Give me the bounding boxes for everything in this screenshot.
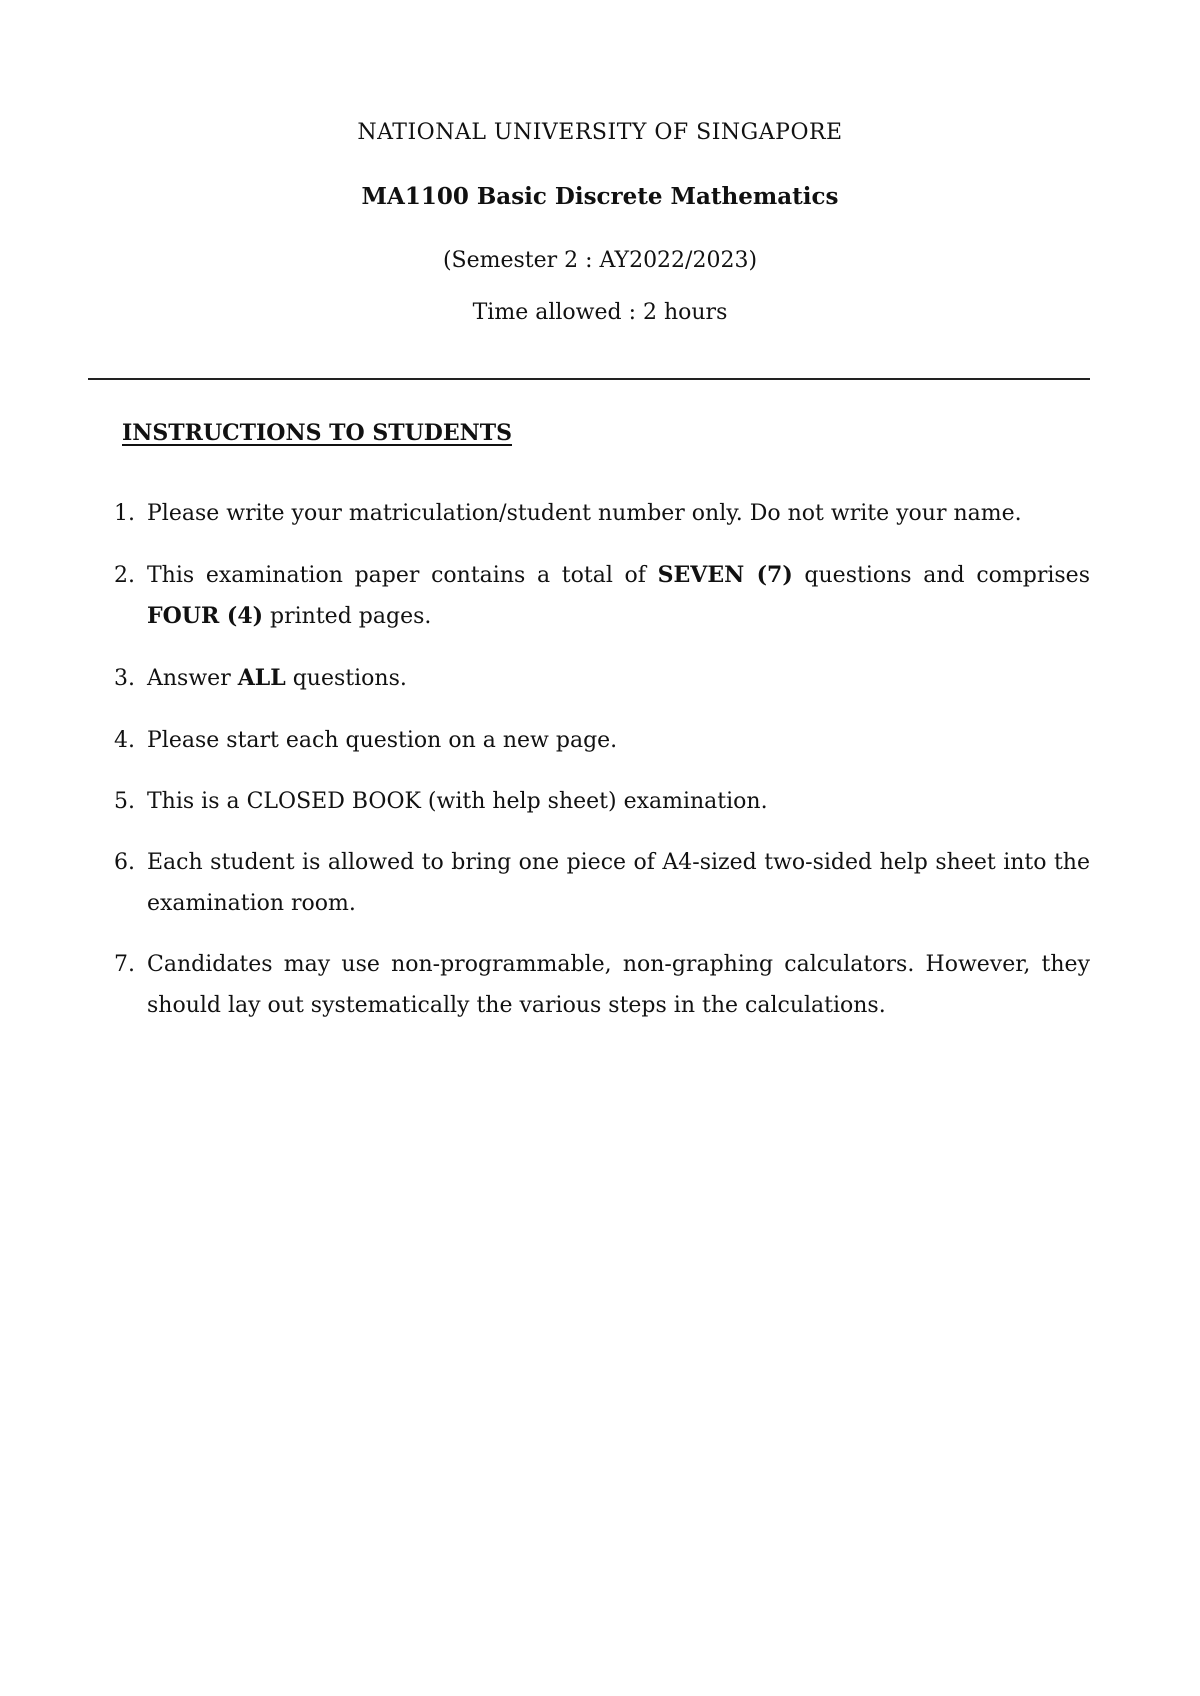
instruction-text-part: This examination paper contains a total of	[147, 563, 658, 588]
question-count: SEVEN (7)	[657, 562, 793, 588]
instruction-text-part: questions.	[285, 666, 407, 691]
instruction-text: Each student is allowed to bring one piece of A4-sized two-sided help sheet into the examination room.	[147, 850, 1090, 916]
instructions-heading: INSTRUCTIONS TO STUDENTS	[122, 420, 512, 446]
instruction-item	[114, 720, 1090, 761]
instruction-number: 2.	[114, 563, 135, 588]
instruction-text	[147, 658, 1090, 699]
instruction-item	[114, 781, 1090, 822]
instruction-text: Candidates may use non-programmable, non-graphing calculators. However, they should lay out systematically the various steps in the calculations.	[147, 952, 1090, 1018]
instruction-number: 3.	[114, 666, 135, 691]
instruction-item	[114, 842, 1090, 924]
instruction-number: 5.	[114, 789, 135, 814]
instruction-number: 1.	[114, 501, 135, 526]
instruction-item	[114, 944, 1090, 1026]
instruction-text-part: printed pages.	[263, 604, 432, 629]
instruction-text: This is a CLOSED BOOK (with help sheet) examination.	[147, 789, 768, 814]
instruction-text	[147, 555, 1090, 637]
instruction-text: Please start each question on a new page.	[147, 728, 618, 753]
time-allowed: Time allowed : 2 hours	[472, 300, 728, 325]
course-title: MA1100 Basic Discrete Mathematics	[361, 183, 839, 210]
instruction-text: Please write your matriculation/student number only. Do not write your name.	[147, 501, 1022, 526]
instruction-number: 7.	[114, 952, 135, 977]
page-count: FOUR (4)	[147, 603, 264, 629]
instruction-text-part: Answer	[147, 666, 238, 691]
instruction-text-part: questions and comprises	[792, 563, 1090, 588]
semester-info: (Semester 2 : AY2022/2023)	[442, 248, 758, 273]
instruction-number: 4.	[114, 728, 135, 753]
instruction-item	[114, 493, 1090, 534]
emphasis-all: ALL	[237, 665, 286, 691]
university-name: NATIONAL UNIVERSITY OF SINGAPORE	[357, 120, 843, 145]
horizontal-divider	[88, 378, 1090, 380]
instruction-number: 6.	[114, 850, 135, 875]
instruction-item	[114, 658, 1090, 699]
instruction-item	[114, 555, 1090, 637]
